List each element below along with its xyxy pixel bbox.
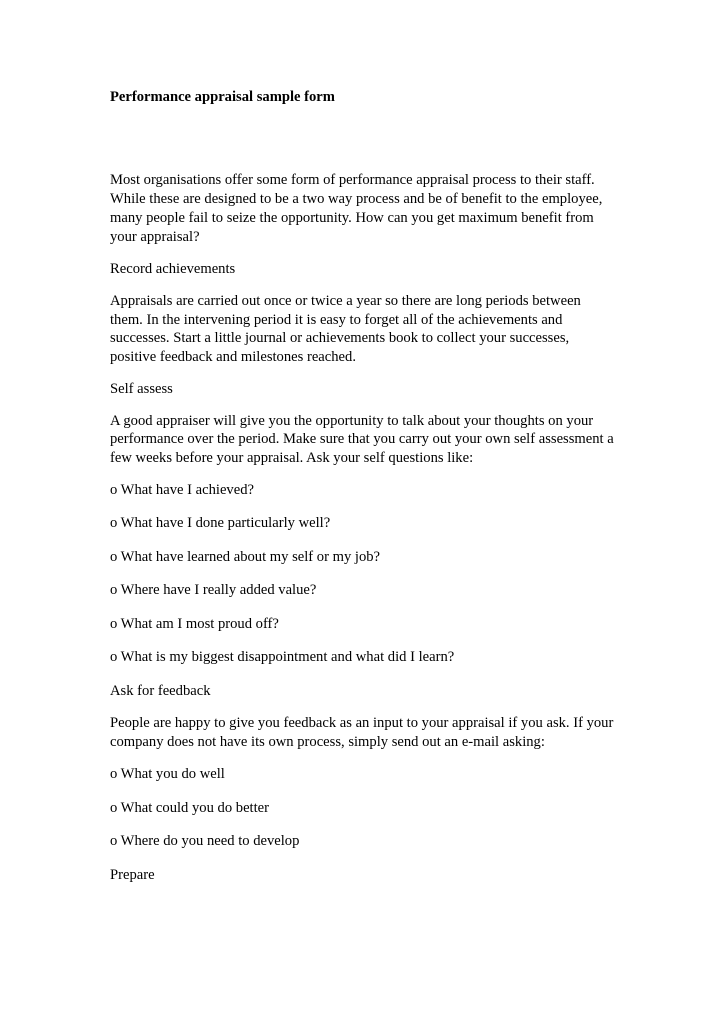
intro-line: your appraisal? <box>110 229 200 245</box>
page-title: Performance appraisal sample form <box>110 89 335 105</box>
intro-line: Most organisations offer some form of performance appraisal process to their staff. <box>110 172 595 188</box>
record-line: them. In the intervening period it is easy to forget all of the achievements and <box>110 312 563 328</box>
section-heading-feedback: Ask for feedback <box>110 683 211 699</box>
intro-line: many people fail to seize the opportunity. How can you get maximum benefit from <box>110 210 594 226</box>
list-item: o What have I achieved? <box>110 482 254 498</box>
list-item: o Where do you need to develop <box>110 833 300 849</box>
section-heading-self: Self assess <box>110 381 173 397</box>
feedback-line: People are happy to give you feedback as an input to your appraisal if you ask. If your <box>110 715 614 731</box>
self-line: few weeks before your appraisal. Ask your self questions like: <box>110 450 474 466</box>
record-line: positive feedback and milestones reached. <box>110 349 356 365</box>
list-item: o What is my biggest disappointment and what did I learn? <box>110 649 455 665</box>
list-item: o What could you do better <box>110 800 270 816</box>
record-line: Appraisals are carried out once or twice a year so there are long periods between <box>110 293 581 309</box>
self-line: performance over the period. Make sure that you carry out your own self assessment a <box>110 431 614 447</box>
list-item: o What you do well <box>110 766 225 782</box>
self-line: A good appraiser will give you the opportunity to talk about your thoughts on your <box>110 413 594 429</box>
feedback-line: company does not have its own process, simply send out an e-mail asking: <box>110 734 545 750</box>
record-line: successes. Start a little journal or achievements book to collect your successes, <box>110 330 570 346</box>
intro-line: While these are designed to be a two way process and be of benefit to the employee, <box>110 191 603 207</box>
section-heading-prepare: Prepare <box>110 867 155 883</box>
list-item: o What have learned about my self or my job? <box>110 549 381 565</box>
list-item: o Where have I really added value? <box>110 582 317 598</box>
list-item: o What am I most proud off? <box>110 616 279 632</box>
list-item: o What have I done particularly well? <box>110 515 331 531</box>
section-heading-record: Record achievements <box>110 261 236 277</box>
